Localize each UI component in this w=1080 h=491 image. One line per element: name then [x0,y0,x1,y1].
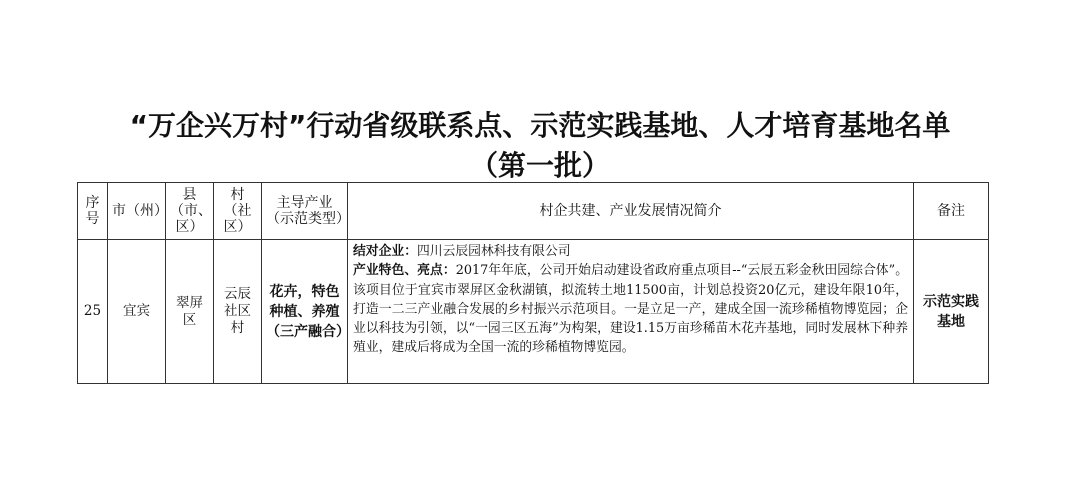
header-county: 县（市、区） [166,183,214,240]
cell-village: 云辰社区村 [214,240,262,384]
enterprise-label: 结对企业： [353,244,417,259]
cell-note: 示范实践基地 [914,240,989,384]
document-subtitle: （第一批） [469,149,610,182]
feature-label: 产业特色、亮点： [353,263,456,279]
cell-seq: 25 [78,240,108,384]
header-seq: 序号 [78,183,108,240]
header-note: 备注 [914,183,989,240]
list-table [77,182,989,384]
header-city: 市（州） [108,183,166,240]
table-header-row [78,183,989,240]
document-title: “万企兴万村”行动省级联系点、示范实践基地、人才培育基地名单 [129,109,951,142]
header-industry: 主导产业（示范类型） [262,183,348,240]
cell-city: 宜宾 [108,240,166,384]
header-description: 村企共建、产业发展情况简介 [348,183,914,240]
cell-description [348,240,914,384]
table-row [78,240,989,384]
enterprise-name: 四川云辰园林科技有限公司 [416,244,571,259]
cell-industry: 花卉，特色种植、养殖（三产融合） [262,240,348,384]
cell-county: 翠屏区 [166,240,214,384]
feature-text: 2017年年底，公司开始启动建设省政府重点项目--“云辰五彩金秋田园综合体”。该项目位于宜宾市翠屏区金秋湖镇，拟流转土地11500亩，计划总投资20亿元，建设年限10年，打造一二三产业融合发展的乡村振兴示范项目。一是立足一产，建成全国一流珍稀植物博览园；企业以科技为引领，以“一园三区五海”为构架，建设1.15万亩珍稀苗木花卉基地，同时发展林下种养殖业，建成后将成为全国一流的珍稀植物博览园。 [353,263,909,356]
header-village: 村（社区） [214,183,262,240]
